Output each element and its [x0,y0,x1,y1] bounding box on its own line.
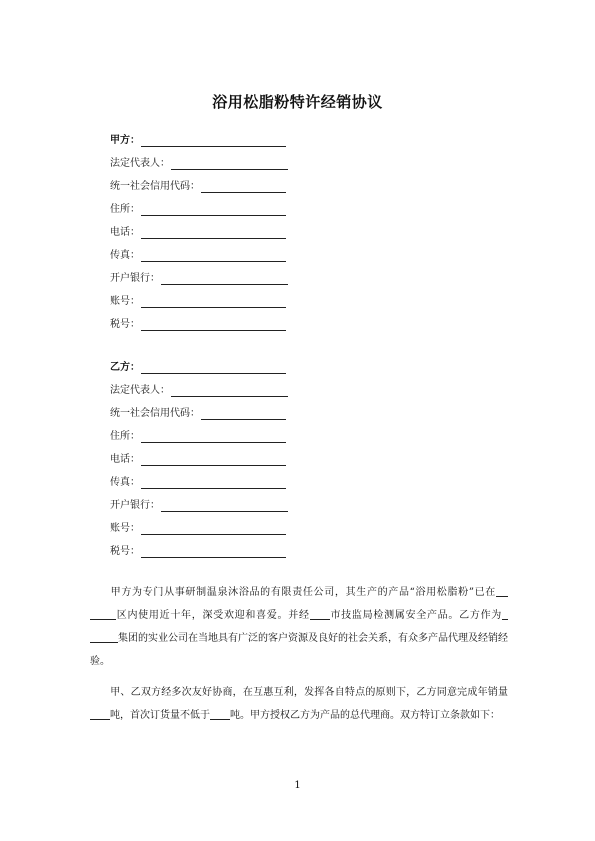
field-label: 法定代表人： [110,158,170,169]
party-a-phone-row [110,225,286,239]
party-a-tax-row [110,317,286,331]
paragraph-text: 区内使用近十年，深受欢迎和喜爱。并经 [116,610,310,621]
fill-line [141,477,286,489]
field-label: 账号： [110,523,140,534]
fill-line [141,546,286,558]
paragraph-text: 吨。甲方授权乙方为产品的总代理商。双方特订立条款如下： [230,710,500,721]
fill-line [201,181,286,193]
field-label: 统一社会信用代码： [110,181,200,192]
paragraph-text: 吨，首次订货量不低于 [110,710,210,721]
paragraph-text: 市技监局检测属安全产品。乙方作为 [329,610,503,621]
fill-blank [90,707,110,720]
field-label: 传真： [110,250,140,261]
fill-line [141,319,286,331]
party-b-phone-row [110,452,286,466]
fill-blank [210,707,230,720]
field-label: 账号： [110,296,140,307]
party-a-fax-row [110,248,286,262]
field-label: 税号： [110,546,140,557]
paragraph-text: 甲、乙双方经多次友好协商，在互惠互利，发挥各自特点的原则下，乙方同意完成年销量 [110,687,508,698]
intro-paragraph [90,581,508,673]
party-b-credit-code-row [110,406,286,420]
fill-line [171,158,288,170]
fill-blank [310,607,330,620]
fill-blank [496,584,508,597]
fill-line [141,431,286,443]
party-b-heading: 乙方： [110,362,140,373]
field-label: 统一社会信用代码： [110,408,200,419]
field-label: 开户银行： [110,273,160,284]
field-label: 法定代表人： [110,385,170,396]
field-label: 税号： [110,319,140,330]
party-a-heading-row [110,133,286,147]
fill-line [141,204,286,216]
party-a-credit-code-row [110,179,286,193]
field-label: 开户银行： [110,500,160,511]
paragraph-text: 甲方为专门从事研制温泉沐浴品的有限责任公司，其生产的产品“浴用松脂粉”已在 [110,587,496,598]
fill-line [141,454,286,466]
party-b-account-row [110,521,286,535]
party-b-heading-row [110,360,286,374]
party-a-representative-row [110,156,288,170]
agreement-paragraph [90,681,508,727]
fill-line [141,135,286,147]
fill-line [171,385,288,397]
fill-line [141,523,286,535]
fill-blank [502,607,508,620]
page-number: 1 [294,780,301,791]
fill-line [141,227,286,239]
document-title: 浴用松脂粉特许经销协议 [212,93,383,111]
party-b-fax-row [110,475,286,489]
field-label: 住所： [110,431,140,442]
party-b-bank-row [110,498,288,512]
field-label: 传真： [110,477,140,488]
field-label: 住所： [110,204,140,215]
party-a-heading: 甲方： [110,135,140,146]
fill-line [161,273,288,285]
paragraph-text: 集团的实业公司在当地具有广泛的客户资源及良好的社会关系，有众多产品代理及经销经验。 [90,633,508,667]
field-label: 电话： [110,227,140,238]
fill-line [141,296,286,308]
party-a-address-row [110,202,286,216]
party-a-account-row [110,294,286,308]
fill-blank [90,630,118,643]
party-a-bank-row [110,271,288,285]
fill-line [141,250,286,262]
party-b-representative-row [110,383,288,397]
fill-line [201,408,286,420]
fill-blank [90,607,116,620]
field-label: 电话： [110,454,140,465]
party-b-address-row [110,429,286,443]
party-b-tax-row [110,544,286,558]
fill-line [161,500,288,512]
fill-line [141,362,286,374]
